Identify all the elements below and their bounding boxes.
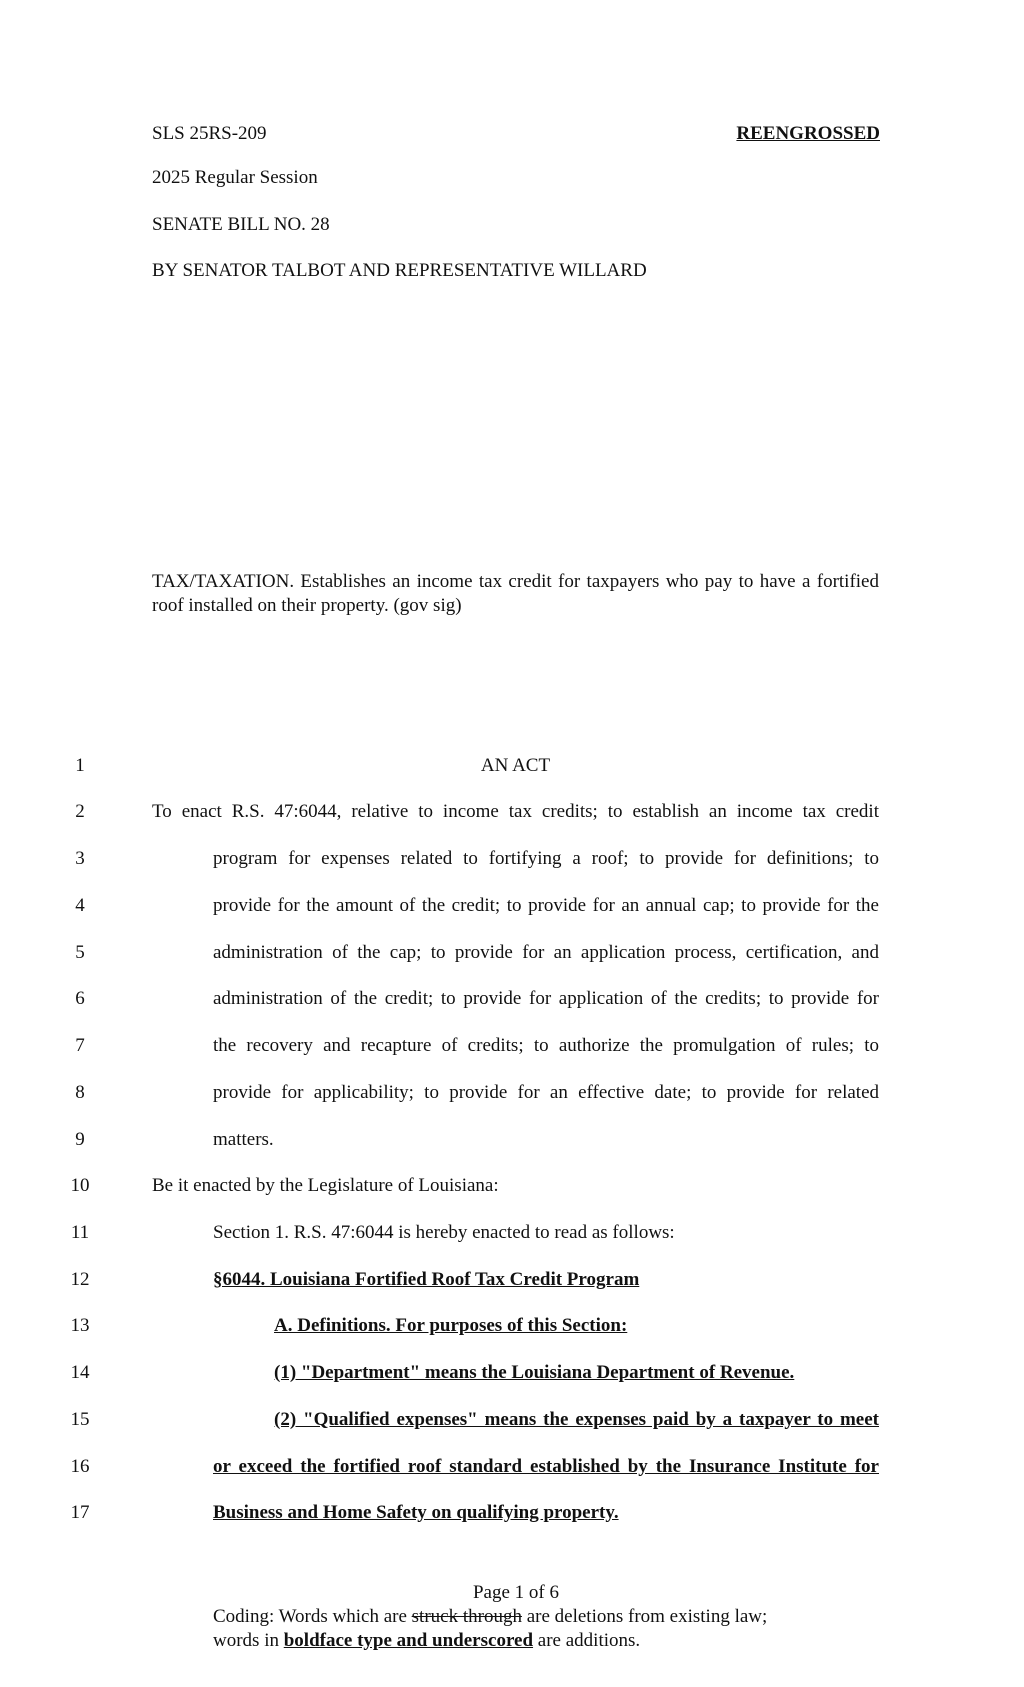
body-line: provide for the amount of the credit; to provide for an annual cap; to provide for the	[213, 895, 879, 916]
line-number: 14	[70, 1362, 90, 1383]
coding-words-in: words in	[213, 1630, 279, 1651]
line-number: 9	[75, 1129, 85, 1150]
act-title: AN ACT	[480, 755, 551, 776]
section-heading: §6044. Louisiana Fortified Roof Tax Credit Program	[213, 1269, 640, 1290]
line-number: 16	[70, 1456, 90, 1477]
line-number: 11	[70, 1222, 90, 1243]
coding-struck-example: struck through	[411, 1606, 522, 1627]
coding-legend-line-2	[213, 1629, 640, 1653]
body-line: program for expenses related to fortifying a roof; to provide for definitions; to	[213, 848, 879, 869]
body-line: provide for applicability; to provide for an effective date; to provide for related	[213, 1082, 879, 1103]
coding-mid: are deletions from existing law;	[526, 1606, 768, 1627]
bill-authors: BY SENATOR TALBOT AND REPRESENTATIVE WILLARD	[152, 260, 647, 281]
line-number: 10	[70, 1175, 90, 1196]
coding-suffix: are additions.	[537, 1630, 641, 1651]
subsection-heading: A. Definitions. For purposes of this Section:	[274, 1315, 628, 1336]
definition-line: or exceed the fortified roof standard established by the Insurance Institute for	[213, 1456, 879, 1477]
body-line: the recovery and recapture of credits; to authorize the promulgation of rules; to	[213, 1035, 879, 1056]
body-line: To enact R.S. 47:6044, relative to income tax credits; to establish an income tax credit	[152, 801, 879, 822]
line-number: 12	[70, 1269, 90, 1290]
line-number: 8	[75, 1082, 85, 1103]
line-number: 2	[75, 801, 85, 822]
coding-bold-example: boldface type and underscored	[283, 1630, 534, 1651]
definition-line: (1) "Department" means the Louisiana Department of Revenue.	[274, 1362, 795, 1383]
session-label: 2025 Regular Session	[152, 167, 318, 188]
line-number: 15	[70, 1409, 90, 1430]
line-number: 6	[75, 988, 85, 1009]
bill-digest: TAX/TAXATION. Establishes an income tax credit for taxpayers who pay to have a fortified roof installed on their property. (gov sig)	[152, 571, 879, 616]
coding-prefix: Coding: Words which are	[213, 1606, 407, 1627]
body-line: administration of the cap; to provide for an application process, certification, and	[213, 942, 879, 963]
section-intro: Section 1. R.S. 47:6044 is hereby enacted to read as follows:	[213, 1222, 675, 1243]
line-number: 13	[70, 1315, 90, 1336]
bill-number: SENATE BILL NO. 28	[152, 214, 330, 235]
page-number: Page 1 of 6	[472, 1582, 559, 1603]
line-number: 17	[70, 1502, 90, 1523]
line-number: 3	[75, 848, 85, 869]
bill-code: SLS 25RS-209	[152, 123, 267, 144]
line-number: 4	[75, 895, 85, 916]
line-number: 1	[75, 755, 85, 776]
definition-line: Business and Home Safety on qualifying property.	[213, 1502, 619, 1523]
coding-legend-line-1	[213, 1605, 767, 1629]
definition-line: (2) "Qualified expenses" means the expenses paid by a taxpayer to meet	[274, 1409, 879, 1430]
line-number: 7	[75, 1035, 85, 1056]
body-line: administration of the credit; to provide for application of the credits; to provide for	[213, 988, 879, 1009]
body-line: matters.	[213, 1129, 274, 1150]
line-number: 5	[75, 942, 85, 963]
enacting-clause: Be it enacted by the Legislature of Louisiana:	[152, 1175, 499, 1196]
status-badge: REENGROSSED	[736, 123, 880, 144]
